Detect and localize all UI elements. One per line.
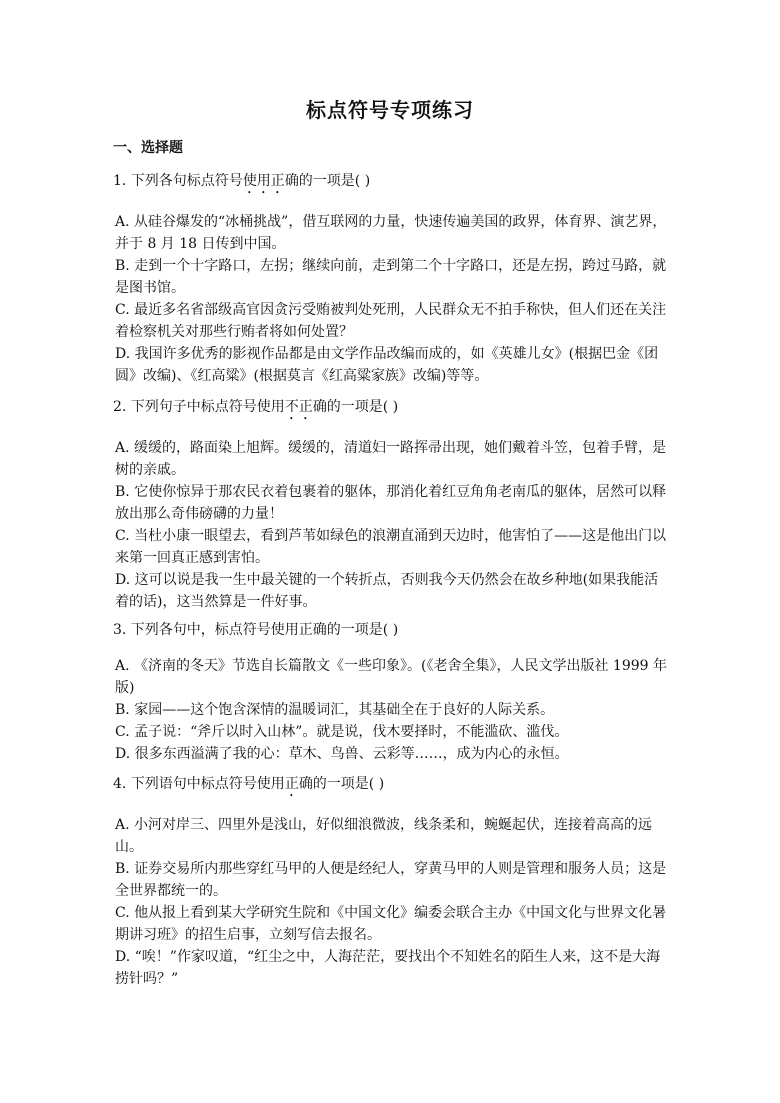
option-d: D. 很多东西溢满了我的心：草木、鸟兽、云彩等……，成为内心的永恒。 <box>115 746 569 762</box>
emphasis-marks: 不正 <box>284 399 313 415</box>
question-3 <box>113 619 668 765</box>
emphasis-marks: 正 <box>284 776 299 792</box>
option-d: D. “唉！”作家叹道，“红尘之中，人海茫茫，要找出个不知姓名的陌生人来，这不是大海捞针吗？” <box>115 949 661 987</box>
option-b: B. 走到一个十字路口，左拐；继续向前，走到第二个十字路口，还是左拐，跨过马路，就是图书馆。 <box>115 258 667 296</box>
option-c: C. 最近多名省部级高官因贪污受贿被判处死刑，人民群众无不拍手称快，但人们还在关注着检察机关对那些行贿者将如何处置？ <box>115 302 667 340</box>
option-d: D. 这可以说是我一生中最关键的一个转折点，否则我今天仍然会在故乡种地(如果我能活着的话)，这当然算是一件好事。 <box>115 572 659 610</box>
option-d: D. 我国许多优秀的影视作品都是由文学作品改编而成的，如《英雄儿女》(根据巴金《团圆》改编)、《红高粱》(根据莫言《红高粱家族》改编)等等。 <box>115 346 659 384</box>
option-a: A. 《济南的冬天》节选自长篇散文《一些印象》。(《老舍全集》，人民文学出版社 1999 年版) <box>115 658 667 696</box>
option-c: C. 孟子说：“斧斤以时入山林”。就是说，伐木要择时，不能滥砍、滥伐。 <box>115 724 569 740</box>
option-c: C. 他从报上看到某大学研究生院和《中国文化》编委会联合主办《中国文化与世界文化暑期讲习班》的招生启事，立刻写信去报名。 <box>115 905 667 943</box>
option-a: A. 缓缓的，路面染上旭辉。缓缓的，清道妇一路挥帚出现，她们戴着斗笠，包着手臂，是树的亲戚。 <box>115 440 667 478</box>
option-b: B. 家园——这个饱含深情的温暖词汇，其基础全在于良好的人际关系。 <box>115 702 555 718</box>
document-title: 标点符号专项练习 <box>306 98 474 122</box>
option-c: C. 当杜小康一眼望去，看到芦苇如绿色的浪潮直涌到天边时，他害怕了——这是他出门以来第一回真正感到害怕。 <box>115 528 667 566</box>
option-a: A. 小河对岸三、四里外是浅山，好似细浪微波，线条柔和，蜿蜒起伏，连接着高高的远山。 <box>115 817 653 855</box>
option-b: B. 证券交易所内那些穿红马甲的人便是经纪人，穿黄马甲的人则是管理和服务人员；这是全世界都统一的。 <box>115 861 667 899</box>
question-stem: 1. 下列各句标点符号使用正确的一项是( ) <box>113 173 371 189</box>
emphasis-marks: 使用正 <box>242 173 285 189</box>
question-2 <box>113 396 668 613</box>
option-a: A. 从硅谷爆发的“冰桶挑战”，借互联网的力量，快速传遍美国的政界，体育界、演艺界，并于 8 月 18 日传到中国。 <box>115 214 667 252</box>
question-1 <box>113 170 668 387</box>
question-stem: 4. 下列语句中标点符号使用正确的一项是( ) <box>113 776 385 792</box>
question-4 <box>113 773 668 990</box>
section-heading: 一、选择题 <box>113 140 183 156</box>
question-stem: 3. 下列各句中，标点符号使用正确的一项是( ) <box>113 622 399 638</box>
question-stem: 2. 下列句子中标点符号使用不正确的一项是( ) <box>113 399 399 415</box>
option-b: B. 它使你惊异于那农民衣着包裹着的躯体，那消化着红豆角角老南瓜的躯体，居然可以释放出那么奇伟磅礴的力量！ <box>115 484 667 522</box>
